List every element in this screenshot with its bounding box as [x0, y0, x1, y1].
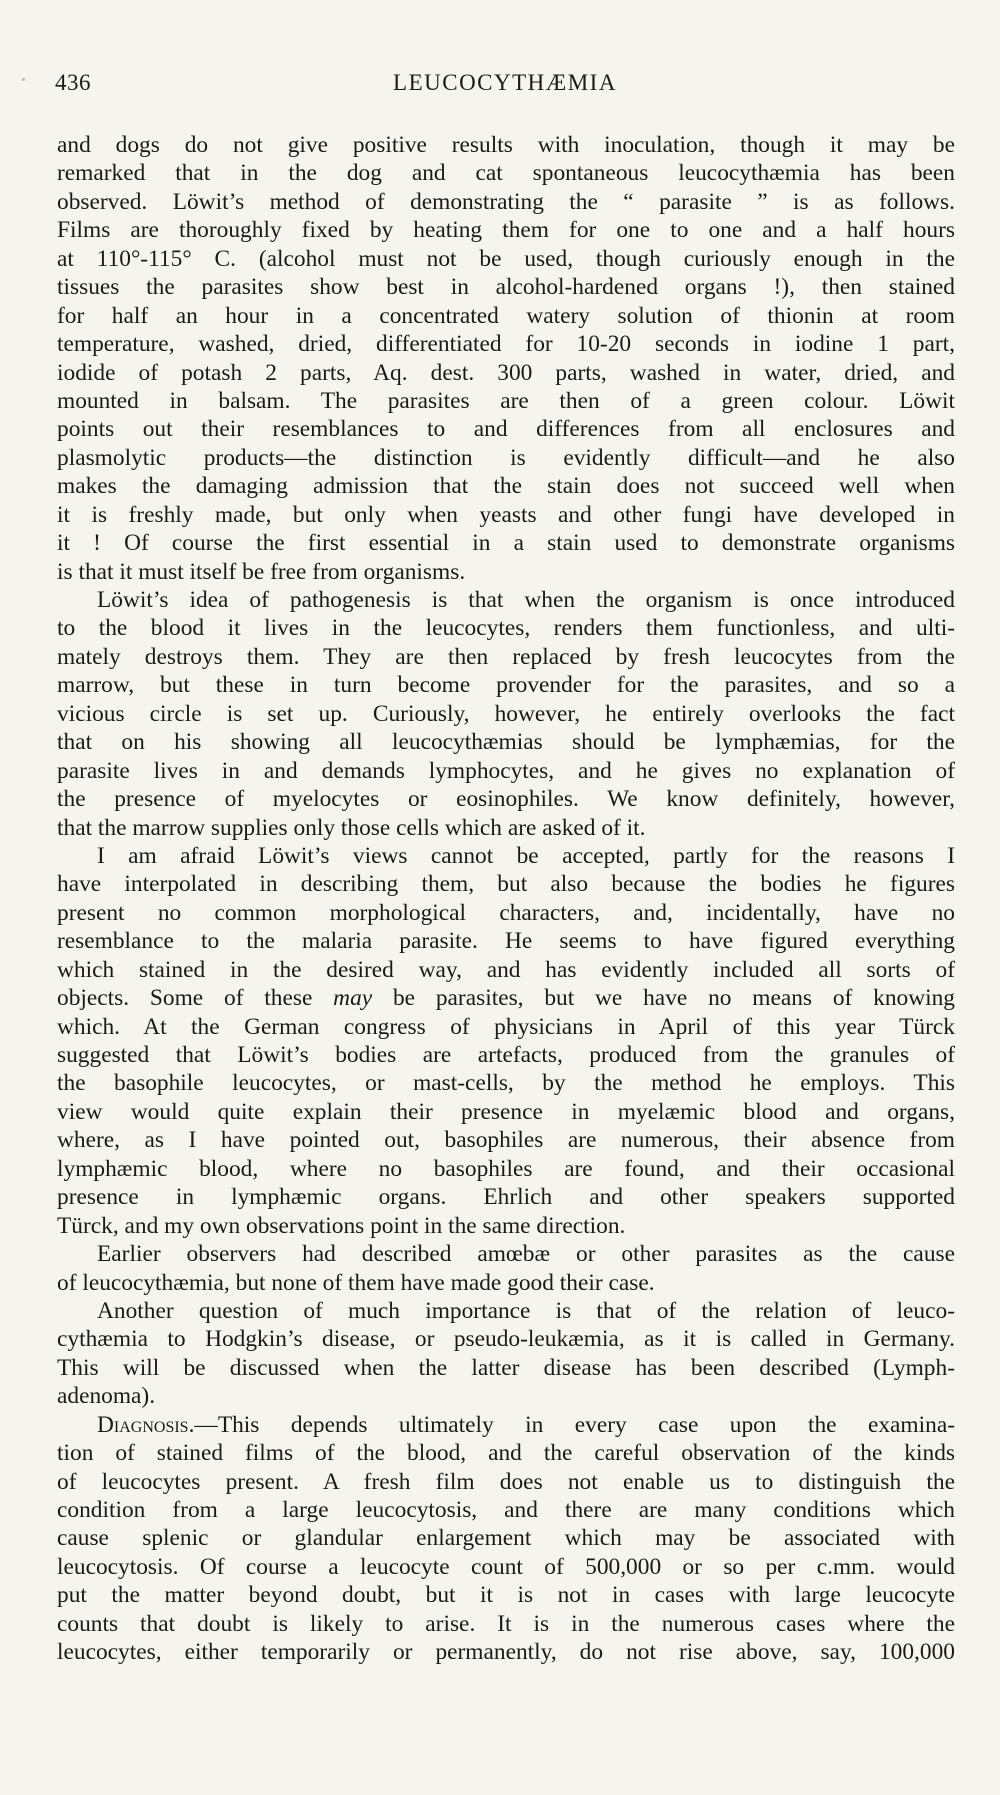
- text-line: that the marrow supplies only those cells which are asked of it.: [57, 814, 646, 841]
- text-line: remarked that in the dog and cat spontaneous leucocythæmia has been: [57, 160, 955, 187]
- text-line: the basophile leucocytes, or mast-cells, by the method he employs. This: [57, 1070, 955, 1097]
- text-line: mounted in balsam. The parasites are then of a green colour. Löwit: [57, 387, 955, 414]
- text-line: it ! Of course the first essential in a stain used to demonstrate organisms: [57, 530, 955, 557]
- text-line: of leucocytes present. A fresh film does not enable us to distinguish the: [57, 1468, 955, 1495]
- text-line: tion of stained films of the blood, and the careful observation of the kinds: [57, 1440, 955, 1467]
- text-line: vicious circle is set up. Curiously, however, he entirely overlooks the fact: [57, 700, 955, 727]
- text-line: counts that doubt is likely to arise. It is in the numerous cases where the: [57, 1610, 955, 1637]
- text-line: and dogs do not give positive results with inoculation, though it may be: [57, 132, 955, 158]
- text-line: iodide of potash 2 parts, Aq. dest. 300 parts, washed in water, dried, and: [57, 359, 955, 386]
- text-line: put the matter beyond doubt, but it is not in cases with large leucocyte: [57, 1582, 955, 1609]
- text-line: mately destroys them. They are then replaced by fresh leucocytes from the: [57, 643, 955, 670]
- text-line: it is freshly made, but only when yeasts and other fungi have developed in: [57, 501, 955, 528]
- text-line: of leucocythæmia, but none of them have made good their case.: [57, 1269, 655, 1296]
- text-line: makes the damaging admission that the stain does not succeed well when: [57, 473, 955, 500]
- text-line: present no common morphological characters, and, incidentally, have no: [57, 899, 955, 926]
- text-line: Türck, and my own observations point in the same direction.: [57, 1212, 626, 1239]
- text-line: Löwit’s idea of pathogenesis is that when the organism is once introduced: [97, 587, 955, 613]
- text-line: Earlier observers had described amœbæ or other parasites as the cause: [97, 1241, 955, 1268]
- text-line: Films are thoroughly fixed by heating them for one to one and a half hours: [57, 217, 955, 244]
- text-line: view would quite explain their presence in myelæmic blood and organs,: [57, 1098, 955, 1125]
- text-line: cythæmia to Hodgkin’s disease, or pseudo-leukæmia, as it is called in Germany.: [57, 1326, 955, 1353]
- text-line: Another question of much importance is that of the relation of leuco-: [97, 1297, 955, 1324]
- text-line: This will be discussed when the latter disease has been described (Lymph-: [57, 1354, 955, 1381]
- section-heading: Diagnosis.: [97, 1411, 195, 1438]
- line-segment: objects. Some of these: [57, 985, 334, 1012]
- line-segment: be parasites, but we have no means of knowing: [372, 985, 955, 1012]
- text-line: leucocytosis. Of course a leucocyte count of 500,000 or so per c.mm. would: [57, 1553, 955, 1580]
- text-line: condition from a large leucocytosis, and there are many conditions which: [57, 1497, 955, 1523]
- text-line: where, as I have pointed out, basophiles are numerous, their absence from: [57, 1127, 955, 1154]
- text-line: observed. Löwit’s method of demonstrating the “ parasite ” is as follows.: [57, 188, 955, 215]
- text-line: adenoma).: [57, 1383, 156, 1410]
- text-line: I am afraid Löwit’s views cannot be accepted, partly for the reasons I: [97, 842, 955, 869]
- emphasis-text: may: [333, 985, 373, 1012]
- line-segment: —This depends ultimately in every case upon the examina-: [194, 1411, 955, 1438]
- text-line: cause splenic or glandular enlargement which may be associated with: [57, 1525, 955, 1552]
- text-line: resemblance to the malaria parasite. He seems to have figured everything: [57, 928, 955, 955]
- text-line: is that it must itself be free from organisms.: [57, 558, 466, 585]
- text-line: for half an hour in a concentrated watery solution of thionin at room: [57, 302, 955, 329]
- text-line: have interpolated in describing them, but also because the bodies he figures: [57, 871, 955, 898]
- page-header: [55, 70, 955, 104]
- text-line: to the blood it lives in the leucocytes, renders them functionless, and ulti-: [57, 615, 955, 642]
- body-text: [57, 131, 955, 1667]
- text-line: which. At the German congress of physicians in April of this year Türck: [57, 1013, 955, 1040]
- text-line: which stained in the desired way, and has evidently included all sorts of: [57, 956, 955, 983]
- paper-speck: [22, 78, 25, 81]
- text-line: points out their resemblances to and differences from all enclosures and: [57, 416, 955, 443]
- text-line: at 110°-115° C. (alcohol must not be used, though curiously enough in the: [57, 245, 955, 272]
- text-line: presence in lymphæmic organs. Ehrlich and other speakers supported: [57, 1184, 955, 1211]
- text-line: temperature, washed, dried, differentiated for 10-20 seconds in iodine 1 part,: [57, 331, 955, 358]
- text-line: lymphæmic blood, where no basophiles are found, and their occasional: [57, 1155, 955, 1182]
- running-head: LEUCOCYTHÆMIA: [393, 70, 617, 95]
- text-line: suggested that Löwit’s bodies are artefacts, produced from the granules of: [57, 1042, 955, 1068]
- text-line: tissues the parasites show best in alcohol-hardened organs !), then stained: [57, 274, 955, 301]
- text-line: [57, 1411, 955, 1439]
- text-line: parasite lives in and demands lymphocytes, and he gives no explanation of: [57, 757, 955, 784]
- text-line: that on his showing all leucocythæmias should be lymphæmias, for the: [57, 729, 955, 756]
- text-line: the presence of myelocytes or eosinophiles. We know definitely, however,: [57, 786, 955, 813]
- text-line: leucocytes, either temporarily or permanently, do not rise above, say, 100,000: [57, 1639, 955, 1666]
- text-line: marrow, but these in turn become provender for the parasites, and so a: [57, 672, 955, 699]
- text-line: [57, 984, 955, 1012]
- page-number: 436: [55, 70, 91, 95]
- text-line: plasmolytic products—the distinction is evidently difficult—and he also: [57, 444, 955, 471]
